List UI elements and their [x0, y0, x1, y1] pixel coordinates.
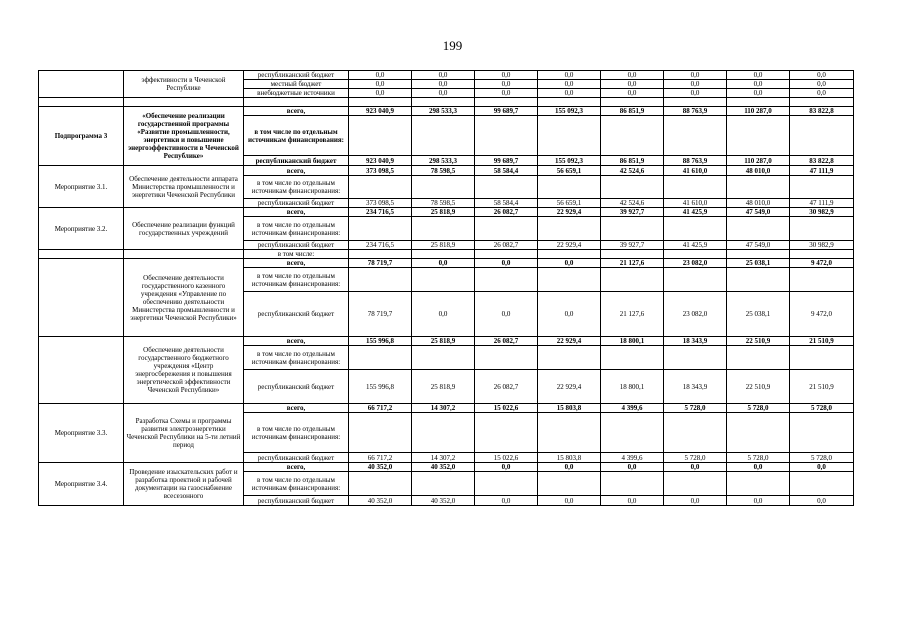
empty-cell	[412, 413, 475, 453]
value-cell: 0,0	[475, 71, 538, 80]
empty-cell	[349, 250, 412, 259]
value-cell: 0,0	[727, 71, 790, 80]
value-cell: 22 929,4	[538, 370, 601, 404]
table-row	[39, 250, 854, 259]
empty-cell	[244, 98, 349, 107]
value-cell: 0,0	[727, 496, 790, 506]
value-cell: 0,0	[349, 71, 412, 80]
value-cell: 15 022,6	[475, 404, 538, 413]
value-cell: 56 659,1	[538, 166, 601, 176]
empty-cell	[538, 176, 601, 199]
value-cell: 110 287,0	[727, 107, 790, 116]
empty-cell	[664, 176, 727, 199]
empty-cell	[538, 346, 601, 370]
value-cell: 373 098,5	[349, 166, 412, 176]
value-cell: 0,0	[664, 463, 727, 472]
empty-cell	[790, 413, 854, 453]
budget-table	[38, 70, 854, 506]
value-cell: 86 851,9	[601, 107, 664, 116]
measure-name: Обеспечение деятельности государственного казенного учреждения «Управление по обеспечению деятельности Министерства промышленности и энергетики Чеченской Республики»	[124, 259, 244, 337]
value-cell: 0,0	[412, 89, 475, 98]
empty-cell	[475, 268, 538, 292]
code-cell	[39, 259, 124, 337]
source-cell: республиканский бюджет	[244, 292, 349, 337]
value-cell: 4 399,6	[601, 453, 664, 463]
empty-cell	[349, 346, 412, 370]
empty-cell	[412, 116, 475, 156]
empty-cell	[538, 250, 601, 259]
empty-cell	[790, 116, 854, 156]
empty-cell	[727, 346, 790, 370]
value-cell: 5 728,0	[790, 453, 854, 463]
value-cell: 23 082,0	[664, 259, 727, 268]
code-cell: Мероприятие 3.4.	[39, 463, 124, 506]
value-cell: 0,0	[538, 463, 601, 472]
empty-cell	[475, 98, 538, 107]
table-row	[39, 107, 854, 116]
value-cell: 18 343,9	[664, 370, 727, 404]
value-cell: 0,0	[601, 463, 664, 472]
empty-cell	[412, 250, 475, 259]
empty-cell	[790, 176, 854, 199]
source-cell: всего,	[244, 404, 349, 413]
value-cell: 21 510,9	[790, 337, 854, 346]
empty-cell	[124, 250, 244, 259]
value-cell: 110 287,0	[727, 156, 790, 166]
value-cell: 15 022,6	[475, 453, 538, 463]
value-cell: 39 927,7	[601, 208, 664, 217]
value-cell: 58 584,4	[475, 199, 538, 208]
value-cell: 66 717,2	[349, 453, 412, 463]
value-cell: 25 818,9	[412, 241, 475, 250]
value-cell: 923 040,9	[349, 107, 412, 116]
value-cell: 5 728,0	[664, 453, 727, 463]
empty-cell	[538, 217, 601, 241]
empty-cell	[727, 472, 790, 496]
measure-name: «Обеспечение реализации государственной программы «Развитие промышленности, энергетики и повышение энергоэффективности в Чеченской Республике»	[124, 107, 244, 166]
value-cell: 0,0	[475, 463, 538, 472]
source-cell: всего,	[244, 259, 349, 268]
value-cell: 5 728,0	[790, 404, 854, 413]
empty-cell	[475, 250, 538, 259]
source-cell: местный бюджет	[244, 80, 349, 89]
empty-cell	[349, 472, 412, 496]
value-cell: 26 082,7	[475, 337, 538, 346]
value-cell: 30 982,9	[790, 241, 854, 250]
value-cell: 21 127,6	[601, 292, 664, 337]
value-cell: 0,0	[664, 71, 727, 80]
empty-cell	[412, 346, 475, 370]
table-row	[39, 404, 854, 413]
value-cell: 234 716,5	[349, 241, 412, 250]
value-cell: 0,0	[538, 80, 601, 89]
empty-cell	[475, 413, 538, 453]
value-cell: 0,0	[538, 71, 601, 80]
source-cell: внебюджетные источники	[244, 89, 349, 98]
value-cell: 88 763,9	[664, 107, 727, 116]
value-cell: 22 929,4	[538, 337, 601, 346]
value-cell: 25 038,1	[727, 292, 790, 337]
code-cell	[39, 71, 124, 98]
value-cell: 0,0	[790, 80, 854, 89]
value-cell: 0,0	[538, 496, 601, 506]
empty-cell	[790, 98, 854, 107]
value-cell: 9 472,0	[790, 292, 854, 337]
value-cell: 0,0	[538, 292, 601, 337]
value-cell: 42 524,6	[601, 166, 664, 176]
value-cell: 0,0	[475, 259, 538, 268]
empty-cell	[475, 346, 538, 370]
table-row	[39, 166, 854, 176]
value-cell: 26 082,7	[475, 241, 538, 250]
value-cell: 39 927,7	[601, 241, 664, 250]
empty-cell	[538, 413, 601, 453]
value-cell: 40 352,0	[412, 463, 475, 472]
empty-cell	[39, 250, 124, 259]
value-cell: 0,0	[790, 463, 854, 472]
empty-cell	[412, 176, 475, 199]
source-cell: всего,	[244, 337, 349, 346]
value-cell: 0,0	[412, 259, 475, 268]
value-cell: 5 728,0	[664, 404, 727, 413]
page-number: 199	[442, 38, 463, 53]
empty-cell	[727, 116, 790, 156]
value-cell: 0,0	[664, 496, 727, 506]
code-cell: Подпрограмма 3	[39, 107, 124, 166]
value-cell: 56 659,1	[538, 199, 601, 208]
value-cell: 48 010,0	[727, 199, 790, 208]
value-cell: 0,0	[349, 89, 412, 98]
value-cell: 0,0	[601, 80, 664, 89]
value-cell: 25 038,1	[727, 259, 790, 268]
value-cell: 0,0	[790, 89, 854, 98]
source-cell: республиканский бюджет	[244, 370, 349, 404]
value-cell: 15 803,8	[538, 453, 601, 463]
table-row	[39, 98, 854, 107]
empty-cell	[601, 176, 664, 199]
value-cell: 25 818,9	[412, 337, 475, 346]
value-cell: 0,0	[349, 80, 412, 89]
empty-cell	[601, 250, 664, 259]
empty-cell	[412, 98, 475, 107]
measure-name: Обеспечение деятельности аппарата Министерства промышленности и энергетики Чеченской Республики	[124, 166, 244, 208]
value-cell: 155 092,3	[538, 156, 601, 166]
value-cell: 47 111,9	[790, 166, 854, 176]
measure-name: эффективности в Чеченской Республике	[124, 71, 244, 98]
empty-cell	[349, 116, 412, 156]
empty-cell	[664, 98, 727, 107]
empty-cell	[39, 98, 124, 107]
value-cell: 99 689,7	[475, 107, 538, 116]
value-cell: 41 610,0	[664, 199, 727, 208]
value-cell: 4 399,6	[601, 404, 664, 413]
empty-cell	[790, 268, 854, 292]
source-cell: всего,	[244, 208, 349, 217]
value-cell: 18 800,1	[601, 337, 664, 346]
empty-cell	[601, 268, 664, 292]
empty-cell	[790, 346, 854, 370]
value-cell: 42 524,6	[601, 199, 664, 208]
value-cell: 155 996,8	[349, 337, 412, 346]
empty-cell	[790, 250, 854, 259]
value-cell: 373 098,5	[349, 199, 412, 208]
empty-cell	[349, 217, 412, 241]
empty-cell	[349, 176, 412, 199]
value-cell: 78 719,7	[349, 259, 412, 268]
empty-cell	[790, 472, 854, 496]
code-cell: Мероприятие 3.1.	[39, 166, 124, 208]
value-cell: 15 803,8	[538, 404, 601, 413]
value-cell: 41 425,9	[664, 241, 727, 250]
value-cell: 22 929,4	[538, 208, 601, 217]
source-cell: в том числе по отдельным источникам финансирования:	[244, 413, 349, 453]
source-cell: в том числе по отдельным источникам финансирования:	[244, 346, 349, 370]
empty-cell	[538, 268, 601, 292]
value-cell: 0,0	[727, 463, 790, 472]
value-cell: 5 728,0	[727, 453, 790, 463]
value-cell: 26 082,7	[475, 370, 538, 404]
value-cell: 78 719,7	[349, 292, 412, 337]
empty-cell	[601, 116, 664, 156]
empty-cell	[538, 116, 601, 156]
empty-cell	[349, 268, 412, 292]
empty-cell	[538, 98, 601, 107]
empty-cell	[412, 472, 475, 496]
source-cell: в том числе по отдельным источникам финансирования:	[244, 176, 349, 199]
value-cell: 0,0	[601, 71, 664, 80]
empty-cell	[727, 176, 790, 199]
value-cell: 234 716,5	[349, 208, 412, 217]
value-cell: 0,0	[475, 496, 538, 506]
value-cell: 14 307,2	[412, 404, 475, 413]
table-row	[39, 259, 854, 268]
value-cell: 0,0	[601, 496, 664, 506]
value-cell: 25 818,9	[412, 370, 475, 404]
value-cell: 0,0	[475, 292, 538, 337]
empty-cell	[538, 472, 601, 496]
value-cell: 0,0	[601, 89, 664, 98]
empty-cell	[664, 413, 727, 453]
source-cell: республиканский бюджет	[244, 71, 349, 80]
empty-cell	[412, 217, 475, 241]
empty-cell	[664, 346, 727, 370]
value-cell: 155 092,3	[538, 107, 601, 116]
value-cell: 41 425,9	[664, 208, 727, 217]
empty-cell	[664, 268, 727, 292]
source-cell: республиканский бюджет	[244, 496, 349, 506]
table-row	[39, 337, 854, 346]
value-cell: 0,0	[412, 292, 475, 337]
value-cell: 0,0	[475, 80, 538, 89]
value-cell: 0,0	[412, 80, 475, 89]
empty-cell	[475, 116, 538, 156]
value-cell: 47 549,0	[727, 241, 790, 250]
empty-cell	[475, 472, 538, 496]
value-cell: 298 533,3	[412, 107, 475, 116]
empty-cell	[790, 217, 854, 241]
value-cell: 0,0	[790, 496, 854, 506]
table-row	[39, 208, 854, 217]
value-cell: 48 010,0	[727, 166, 790, 176]
empty-cell	[349, 413, 412, 453]
value-cell: 18 343,9	[664, 337, 727, 346]
value-cell: 40 352,0	[412, 496, 475, 506]
empty-cell	[124, 98, 244, 107]
empty-cell	[601, 472, 664, 496]
code-cell	[39, 337, 124, 404]
measure-name: Обеспечение реализации функций государственных учреждений	[124, 208, 244, 250]
value-cell: 83 822,8	[790, 107, 854, 116]
value-cell: 88 763,9	[664, 156, 727, 166]
empty-cell	[601, 217, 664, 241]
value-cell: 9 472,0	[790, 259, 854, 268]
value-cell: 40 352,0	[349, 463, 412, 472]
value-cell: 0,0	[538, 89, 601, 98]
value-cell: 86 851,9	[601, 156, 664, 166]
value-cell: 0,0	[664, 80, 727, 89]
source-cell: республиканский бюджет	[244, 156, 349, 166]
value-cell: 22 929,4	[538, 241, 601, 250]
value-cell: 22 510,9	[727, 337, 790, 346]
value-cell: 30 982,9	[790, 208, 854, 217]
value-cell: 83 822,8	[790, 156, 854, 166]
value-cell: 40 352,0	[349, 496, 412, 506]
empty-cell	[664, 472, 727, 496]
value-cell: 47 111,9	[790, 199, 854, 208]
empty-cell	[601, 98, 664, 107]
code-cell: Мероприятие 3.2.	[39, 208, 124, 250]
empty-cell	[727, 268, 790, 292]
value-cell: 25 818,9	[412, 208, 475, 217]
value-cell: 0,0	[727, 89, 790, 98]
value-cell: 18 800,1	[601, 370, 664, 404]
empty-cell	[601, 346, 664, 370]
value-cell: 26 082,7	[475, 208, 538, 217]
table-row	[39, 71, 854, 80]
empty-cell	[664, 250, 727, 259]
value-cell: 14 307,2	[412, 453, 475, 463]
measure-name: Проведение изыскательских работ и разработка проектной и рабочей документации на газоснабжение всесезонного	[124, 463, 244, 506]
value-cell: 0,0	[664, 89, 727, 98]
value-cell: 155 996,8	[349, 370, 412, 404]
value-cell: 0,0	[790, 71, 854, 80]
value-cell: 23 082,0	[664, 292, 727, 337]
empty-cell	[727, 250, 790, 259]
value-cell: 0,0	[412, 71, 475, 80]
empty-cell	[664, 217, 727, 241]
empty-cell	[727, 98, 790, 107]
value-cell: 78 598,5	[412, 199, 475, 208]
empty-cell	[475, 217, 538, 241]
value-cell: 298 533,3	[412, 156, 475, 166]
code-cell: Мероприятие 3.3.	[39, 404, 124, 463]
table-row	[39, 463, 854, 472]
value-cell: 923 040,9	[349, 156, 412, 166]
empty-cell	[601, 413, 664, 453]
value-cell: 66 717,2	[349, 404, 412, 413]
empty-cell	[475, 176, 538, 199]
empty-cell	[349, 98, 412, 107]
source-cell: всего,	[244, 463, 349, 472]
value-cell: 21 127,6	[601, 259, 664, 268]
value-cell: 22 510,9	[727, 370, 790, 404]
source-cell: всего,	[244, 107, 349, 116]
value-cell: 58 584,4	[475, 166, 538, 176]
value-cell: 78 598,5	[412, 166, 475, 176]
source-cell: в том числе по отдельным источникам финансирования:	[244, 472, 349, 496]
source-cell: в том числе по отдельным источникам финансирования:	[244, 116, 349, 156]
value-cell: 0,0	[727, 80, 790, 89]
subheading-cell: в том числе:	[244, 250, 349, 259]
measure-name: Разработка Схемы и программы развития электроэнергетики Чеченской Республики на 5-ти летний период	[124, 404, 244, 463]
source-cell: в том числе по отдельным источникам финансирования:	[244, 217, 349, 241]
value-cell: 47 549,0	[727, 208, 790, 217]
empty-cell	[727, 413, 790, 453]
source-cell: всего,	[244, 166, 349, 176]
empty-cell	[664, 116, 727, 156]
value-cell: 41 610,0	[664, 166, 727, 176]
source-cell: республиканский бюджет	[244, 241, 349, 250]
value-cell: 99 689,7	[475, 156, 538, 166]
value-cell: 0,0	[475, 89, 538, 98]
empty-cell	[727, 217, 790, 241]
empty-cell	[412, 268, 475, 292]
source-cell: республиканский бюджет	[244, 453, 349, 463]
value-cell: 5 728,0	[727, 404, 790, 413]
value-cell: 0,0	[538, 259, 601, 268]
measure-name: Обеспечение деятельности государственного бюджетного учреждения «Центр энергосбережения и повышения энергетической эффективности Чеченской Республики»	[124, 337, 244, 404]
source-cell: республиканский бюджет	[244, 199, 349, 208]
value-cell: 21 510,9	[790, 370, 854, 404]
source-cell: в том числе по отдельным источникам финансирования:	[244, 268, 349, 292]
